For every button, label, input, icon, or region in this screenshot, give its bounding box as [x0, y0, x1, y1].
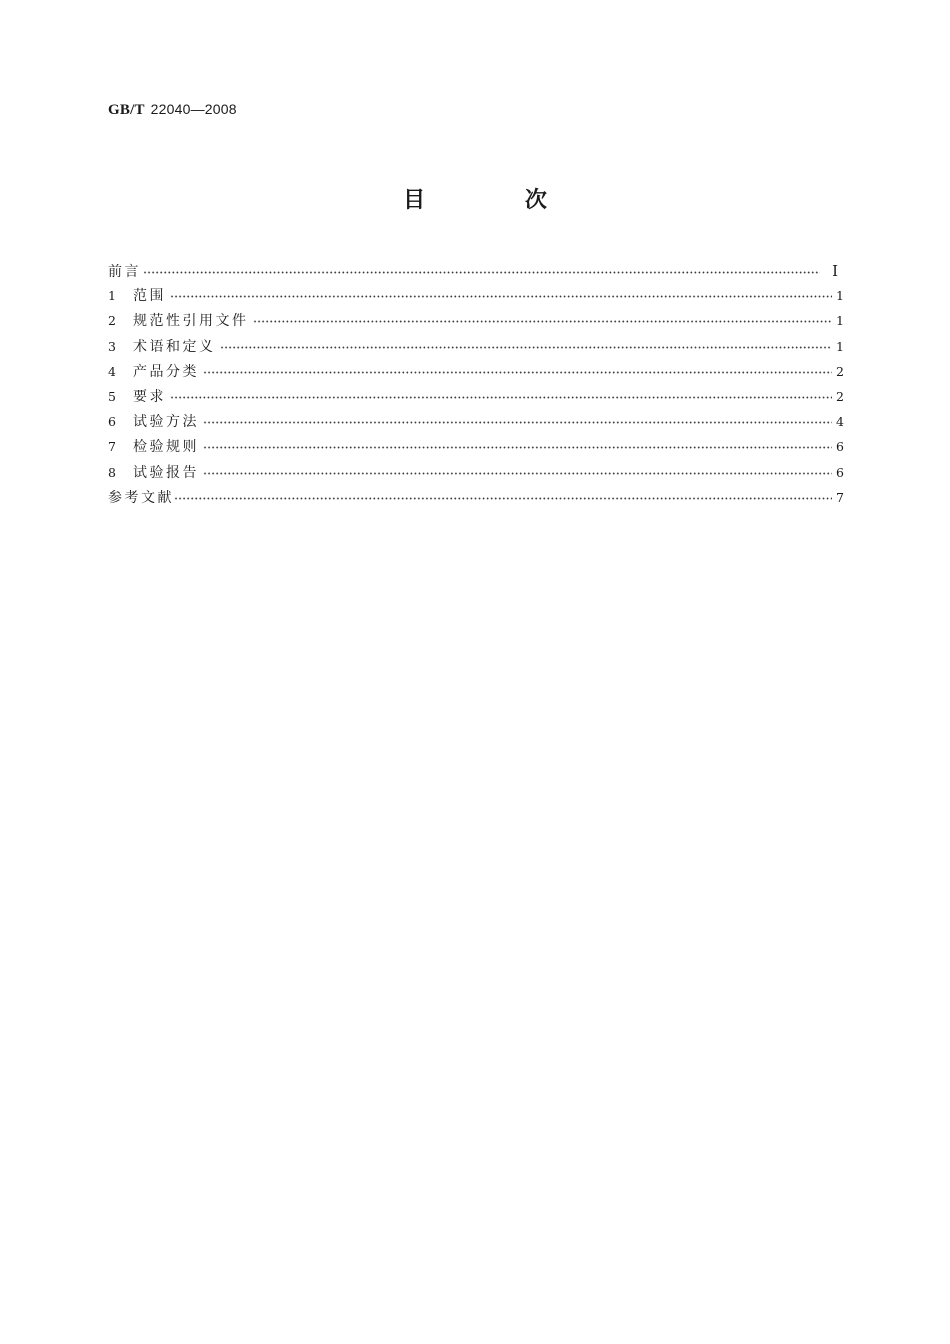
toc-dot-leader	[203, 412, 832, 426]
toc-entry-page: 7	[836, 489, 844, 505]
toc-entry-number: 5	[108, 388, 116, 404]
toc-entry-label: 试验报告	[133, 464, 199, 481]
toc-dot-leader	[203, 463, 832, 477]
toc-entry-test-report[interactable]	[108, 463, 844, 488]
toc-entry-label: 检验规则	[133, 439, 199, 456]
toc-entry-page: 1	[836, 288, 844, 304]
toc-entry-test-methods[interactable]	[108, 412, 844, 437]
toc-entry-label: 参考文献	[108, 489, 174, 506]
standard-number: 22040—2008	[150, 101, 237, 117]
toc-entry-page: 2	[836, 363, 844, 379]
toc-entry-label: 规范性引用文件	[133, 313, 249, 330]
toc-entry-label: 术语和定义	[133, 338, 216, 355]
toc-entry-number: 7	[108, 439, 116, 455]
toc-entry-number: 1	[108, 288, 116, 304]
toc-entry-terms-definitions[interactable]	[108, 337, 844, 362]
toc-entry-page: Ⅰ	[832, 262, 838, 280]
toc-entry-inspection-rules[interactable]	[108, 437, 844, 462]
toc-entry-requirements[interactable]	[108, 387, 844, 412]
toc-entry-number: 4	[108, 363, 116, 379]
toc-entry-normative-references[interactable]	[108, 311, 844, 336]
toc-entry-label: 范围	[133, 288, 166, 305]
toc-entry-page: 6	[836, 439, 844, 455]
toc-entry-page: 4	[836, 414, 844, 430]
toc-dot-leader	[170, 286, 832, 300]
toc-entry-label: 前言	[108, 264, 141, 280]
toc-dot-leader	[203, 362, 832, 376]
standard-code	[108, 101, 237, 119]
toc-dot-leader	[220, 337, 833, 351]
toc-dot-leader	[170, 387, 832, 401]
toc-dot-leader	[143, 262, 820, 276]
toc-entry-number: 2	[108, 313, 116, 329]
page-title: 目 次	[403, 188, 593, 213]
toc-entry-page: 1	[836, 313, 844, 329]
toc-entry-number: 8	[108, 464, 116, 480]
toc-entry-label: 产品分类	[133, 363, 199, 380]
toc-entry-number: 6	[108, 414, 116, 430]
toc-dot-leader	[174, 488, 832, 502]
standard-prefix: GB/T	[108, 102, 145, 118]
toc-entry-scope[interactable]	[108, 286, 844, 311]
toc-entry-page: 1	[836, 338, 844, 354]
toc-entry-number: 3	[108, 338, 116, 354]
toc-dot-leader	[203, 437, 832, 451]
table-of-contents	[108, 261, 844, 513]
toc-entry-classification[interactable]	[108, 362, 844, 387]
toc-entry-bibliography[interactable]	[108, 488, 844, 513]
toc-dot-leader	[253, 311, 833, 325]
toc-entry-label: 要求	[133, 388, 166, 405]
toc-entry-foreword[interactable]	[108, 261, 844, 286]
toc-entry-page: 2	[836, 388, 844, 404]
toc-entry-page: 6	[836, 464, 844, 480]
toc-entry-label: 试验方法	[133, 414, 199, 431]
